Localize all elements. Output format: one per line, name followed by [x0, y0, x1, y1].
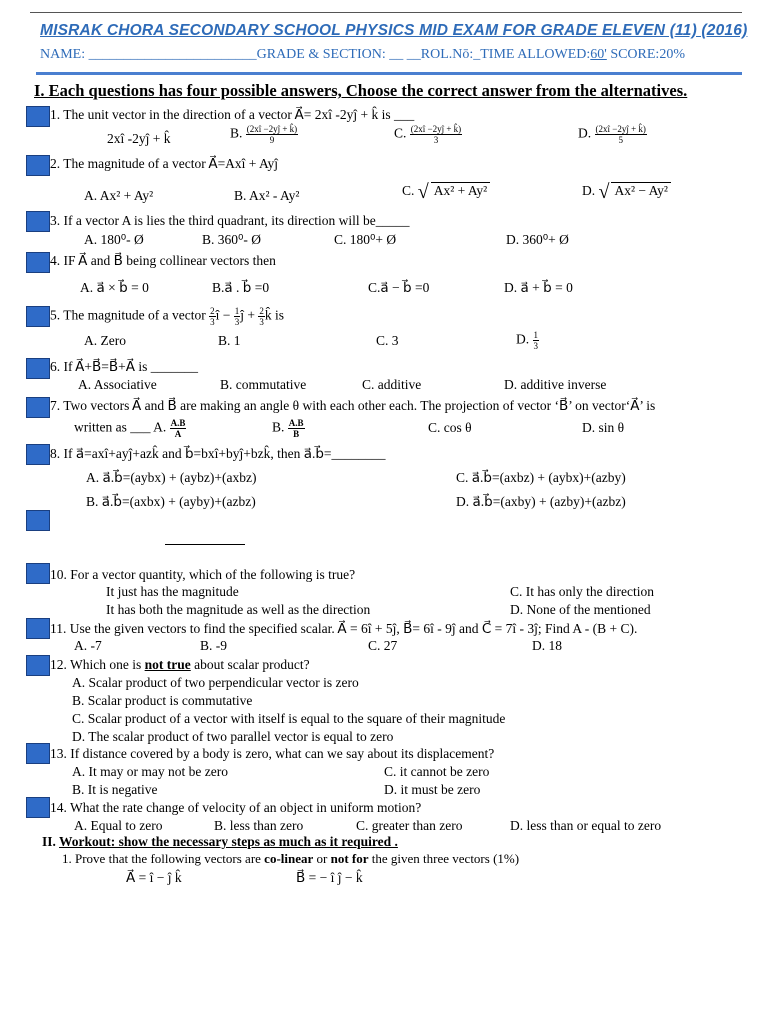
q10-option-c: C. It has only the direction [510, 584, 654, 599]
q5-f2d: 3 [234, 317, 240, 327]
q2-c-expr: Ax² + Ay² [431, 182, 490, 199]
q13-option-a: A. It may or may not be zero [72, 764, 228, 779]
q9-blank-line [165, 544, 245, 545]
q8-stem: 8. If a⃗=axî+ayĵ+azk̂ and b⃗=bxî+byĵ+bzk̂, then a⃗.b⃗=________ [50, 446, 386, 461]
q11-option-c: C. 27 [368, 638, 398, 653]
q5-t2: ĵ + [240, 307, 255, 323]
q3-option-b: B. 360⁰- Ø [202, 232, 262, 247]
q14-option-b: B. less than zero [214, 818, 304, 833]
q11-option-a: A. -7 [74, 638, 102, 653]
q5-d-label: D. [516, 331, 530, 347]
q1-b-den: 9 [269, 135, 275, 145]
q1-d-label: D. [578, 125, 592, 141]
answer-box-q9[interactable] [26, 510, 50, 531]
answer-box-q12[interactable] [26, 655, 50, 676]
q5-t1: î − [215, 307, 231, 323]
q12-option-a: A. Scalar product of two perpendicular vector is zero [72, 675, 359, 690]
q14-option-d: D. less than or equal to zero [510, 818, 662, 833]
exam-title: MISRAK CHORA SECONDARY SCHOOL PHYSICS MID EXAM FOR GRADE ELEVEN (11) (2016) [40, 22, 748, 39]
q3-option-a: A. 180⁰- Ø [84, 232, 144, 247]
answer-box-q4[interactable] [26, 252, 50, 273]
q10-option-b: It has both the magnitude as well as the direction [106, 602, 371, 617]
q10-option-a: It just has the magnitude [106, 584, 239, 599]
q12-stem [50, 657, 310, 673]
q12-option-d: D. The scalar product of two parallel vector is equal to zero [72, 729, 394, 744]
q3-option-d: D. 360⁰+ Ø [506, 232, 569, 247]
section-2-numeral: II. [42, 834, 60, 849]
answer-box-q10[interactable] [26, 563, 50, 584]
score: SCORE:20% [610, 47, 685, 62]
item1-text-post: the given three vectors (1%) [368, 851, 520, 866]
q1-c-den: 3 [433, 135, 439, 145]
q5-stem-post: is [274, 307, 284, 323]
q6-stem: 6. If A⃗+B⃗=B⃗+A⃗ is _______ [50, 359, 198, 374]
q5-option-c: C. 3 [376, 333, 399, 348]
item1-text-mid: or [313, 851, 331, 866]
q12-stem-pre: 12. Which one is [50, 657, 145, 672]
q10-stem: 10. For a vector quantity, which of the following is true? [50, 567, 356, 582]
q6-option-d: D. additive inverse [504, 377, 607, 392]
q6-option-a: A. Associative [78, 377, 157, 392]
q10-option-d: D. None of the mentioned [510, 602, 651, 617]
q1-c-num: (2xî −2yĵ + k̂) [410, 124, 462, 134]
q2-stem: 2. The magnitude of a vector A⃗=Axî + Ayĵ [50, 156, 279, 171]
q5-stem [50, 306, 284, 327]
answer-box-q13[interactable] [26, 743, 50, 764]
name-label: NAME: [40, 47, 86, 62]
q2-d-label: D. [582, 183, 596, 198]
section-1-title: I. Each questions has four possible answers, Choose the correct answer from the alternatives. [34, 81, 688, 100]
q8-option-d: D. a⃗.b⃗=(axby) + (azby)+(azbz) [456, 494, 626, 509]
q5-f1d: 3 [210, 317, 215, 327]
section-2-title [42, 834, 398, 850]
q11-option-b: B. -9 [200, 638, 227, 653]
answer-box-q2[interactable] [26, 155, 50, 176]
q4-stem: 4. IF A⃗ and B⃗ being collinear vectors then [50, 253, 276, 268]
q5-option-a: A. Zero [84, 333, 126, 348]
answer-box-q11[interactable] [26, 618, 50, 639]
header-divider [36, 72, 742, 75]
answer-box-q14[interactable] [26, 797, 50, 818]
vector-a-expression: A⃗ = î − ĵ k̂ [126, 870, 182, 885]
q7-option-a-label: written as ___ A. [74, 419, 167, 435]
grade-section: GRADE & SECTION: __ __ [256, 47, 421, 62]
q2-option-c [402, 180, 490, 203]
q8-option-c: C. a⃗.b⃗=(axbz) + (aybx)+(azby) [456, 470, 626, 485]
q13-option-c: C. it cannot be zero [384, 764, 490, 779]
q4-option-a: A. a⃗ × b⃗ = 0 [80, 280, 149, 295]
q5-option-d [516, 330, 539, 351]
q6-option-b: B. commutative [220, 377, 307, 392]
q1-d-den: 5 [618, 135, 623, 145]
q7-line2 [74, 418, 186, 439]
q1-option-d [578, 124, 647, 145]
q6-option-c: C. additive [362, 377, 422, 392]
q5-f1n: 2 [210, 306, 215, 316]
q3-option-c: C. 180⁰+ Ø [334, 232, 397, 247]
q1-option-b [230, 124, 298, 145]
q12-option-c: C. Scalar product of a vector with itself is equal to the square of their magnitude [72, 711, 506, 726]
answer-box-q6[interactable] [26, 358, 50, 379]
q7-stem: 7. Two vectors A⃗ and B⃗ are making an angle θ with each other each. The projection of vector ‘B⃗’ on vector‘A⃗’ is [50, 398, 656, 413]
q1-option-c [394, 124, 462, 145]
q14-stem: 14. What the rate change of velocity of an object in uniform motion? [50, 800, 422, 815]
item1-not-for: not for [330, 851, 369, 866]
q13-option-d: D. it must be zero [384, 782, 481, 797]
q7-b-den: B [293, 429, 300, 439]
answer-box-q7[interactable] [26, 397, 50, 418]
q2-option-a: A. Ax² + Ay² [84, 188, 154, 203]
roll-number: ROL.Nō:_ [420, 47, 481, 62]
item1-colinear: co-linear [264, 851, 314, 866]
q7-a-den: A [174, 429, 182, 439]
vector-b-expression: B⃗ = − î ĵ − k̂ [296, 870, 363, 885]
header-info-line [40, 47, 750, 63]
q2-option-d [582, 180, 671, 203]
q7-option-d: D. sin θ [582, 420, 625, 435]
q14-option-a: A. Equal to zero [74, 818, 163, 833]
q5-t3: k̂ [264, 307, 272, 323]
answer-box-q5[interactable] [26, 306, 50, 327]
q1-c-label: C. [394, 125, 407, 141]
q4-option-b: B.a⃗ . b⃗ =0 [212, 280, 270, 295]
q2-option-b: B. Ax² - Ay² [234, 188, 300, 203]
q14-option-c: C. greater than zero [356, 818, 463, 833]
top-rule [30, 12, 742, 13]
q1-b-num: (2xî −2yĵ + k̂) [246, 124, 298, 134]
q5-f3n: 2 [259, 306, 264, 316]
q5-d-den: 3 [533, 341, 538, 351]
q5-stem-pre: 5. The magnitude of a vector [50, 307, 206, 323]
answer-box-q8[interactable] [26, 444, 50, 465]
q7-a-num: A.B [170, 418, 186, 428]
q1-stem: 1. The unit vector in the direction of a vector A⃗= 2xî -2yĵ + k̂ is ___ [50, 107, 415, 122]
q12-stem-post: about scalar product? [190, 657, 310, 672]
q7-option-b [272, 418, 305, 439]
q5-f2n: 1 [234, 306, 240, 316]
q2-c-label: C. [402, 183, 415, 198]
q11-stem: 11. Use the given vectors to find the specified scalar. A⃗ = 6î + 5ĵ, B⃗= 6î - 9ĵ and C⃗ = 7î - 3ĵ; Find A - (B + C). [50, 621, 638, 636]
q1-option-a: 2xî -2yĵ + k̂ [107, 131, 171, 146]
item1-text-pre: 1. Prove that the following vectors are [62, 851, 265, 866]
q5-d-num: 1 [533, 330, 538, 340]
q7-option-c: C. cos θ [428, 420, 472, 435]
q2-d-expr: Ax² − Ay² [611, 182, 670, 199]
q5-f3d: 3 [259, 317, 264, 327]
q13-stem: 13. If distance covered by a body is zero, what can we say about its displacement? [50, 746, 495, 761]
q12-option-b: B. Scalar product is commutative [72, 693, 253, 708]
q1-b-label: B. [230, 125, 243, 141]
q8-option-a: A. a⃗.b⃗=(aybx) + (aybz)+(axbz) [86, 470, 257, 485]
q12-stem-emphasis: not true [144, 657, 191, 672]
section-2-item-1 [62, 851, 519, 867]
q1-d-num: (2xî −2yĵ + k̂) [595, 124, 646, 134]
q7-b-num: A.B [288, 418, 304, 428]
answer-box-q1[interactable] [26, 106, 50, 127]
time-allowed-label: TIME ALLOWED: [480, 47, 591, 62]
q4-option-c: C.a⃗ − b⃗ =0 [368, 280, 430, 295]
q5-option-b: B. 1 [218, 333, 241, 348]
section-2-heading: Workout: show the necessary steps as much as it required . [59, 834, 398, 849]
sqrt-icon: √ [598, 180, 610, 203]
name-blank[interactable]: ________________________ [88, 47, 257, 62]
q4-option-d: D. a⃗ + b⃗ = 0 [504, 280, 573, 295]
q3-stem: 3. If a vector A is lies the third quadrant, its direction will be_____ [50, 213, 410, 228]
time-allowed-value: 60' [590, 47, 607, 62]
answer-box-q3[interactable] [26, 211, 50, 232]
q7-b-label: B. [272, 419, 285, 435]
q11-option-d: D. 18 [532, 638, 562, 653]
q13-option-b: B. It is negative [72, 782, 158, 797]
q8-option-b: B. a⃗.b⃗=(axbx) + (ayby)+(azbz) [86, 494, 256, 509]
sqrt-icon: √ [417, 180, 429, 203]
